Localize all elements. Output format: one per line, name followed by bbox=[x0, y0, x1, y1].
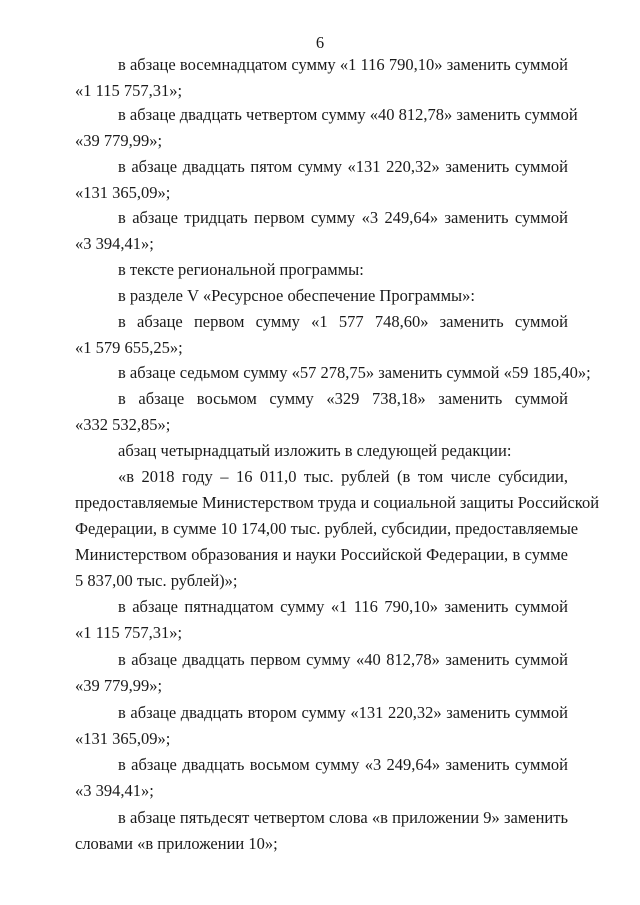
text-line: в абзаце восемнадцатом сумму «1 116 790,10» заменить суммой bbox=[118, 55, 568, 74]
text-line: «131 365,09»; bbox=[75, 183, 171, 202]
text-line: «131 365,09»; bbox=[75, 729, 171, 748]
text-line: «39 779,99»; bbox=[75, 676, 163, 695]
text-line: «1 115 757,31»; bbox=[75, 81, 183, 100]
text-line: предоставляемые Министерством труда и социальной защиты Российской bbox=[75, 493, 600, 512]
text-line: «в 2018 году – 16 011,0 тыс. рублей (в том числе субсидии, bbox=[118, 467, 568, 486]
text-line: «3 394,41»; bbox=[75, 781, 154, 800]
text-line: в тексте региональной программы: bbox=[118, 260, 364, 279]
text-line: в абзаце седьмом сумму «57 278,75» заменить суммой «59 185,40»; bbox=[118, 363, 591, 382]
text-line: «39 779,99»; bbox=[75, 131, 163, 150]
text-line: в абзаце восьмом сумму «329 738,18» заменить суммой bbox=[118, 389, 568, 408]
text-line: абзац четырнадцатый изложить в следующей редакции: bbox=[118, 441, 512, 460]
text-line: «1 579 655,25»; bbox=[75, 338, 183, 357]
text-line: «3 394,41»; bbox=[75, 234, 154, 253]
text-line: в разделе V «Ресурсное обеспечение Программы»: bbox=[118, 286, 475, 305]
text-line: «332 532,85»; bbox=[75, 415, 171, 434]
text-line: словами «в приложении 10»; bbox=[75, 834, 278, 853]
text-line: Федерации, в сумме 10 174,00 тыс. рублей, субсидии, предоставляемые bbox=[75, 519, 579, 538]
text-line: в абзаце первом сумму «1 577 748,60» заменить суммой bbox=[118, 312, 568, 331]
text-line: в абзаце двадцать первом сумму «40 812,78» заменить суммой bbox=[118, 650, 568, 669]
text-line: в абзаце двадцать четвертом сумму «40 812,78» заменить суммой bbox=[118, 105, 578, 124]
text-line: Министерством образования и науки Российской Федерации, в сумме bbox=[75, 545, 568, 564]
text-line: в абзаце пятнадцатом сумму «1 116 790,10» заменить суммой bbox=[118, 597, 568, 616]
text-line: «1 115 757,31»; bbox=[75, 623, 183, 642]
text-line: в абзаце двадцать пятом сумму «131 220,32» заменить суммой bbox=[118, 157, 568, 176]
text-line: в абзаце тридцать первом сумму «3 249,64» заменить суммой bbox=[118, 208, 568, 227]
text-line: в абзаце двадцать восьмом сумму «3 249,64» заменить суммой bbox=[118, 755, 568, 774]
text-line: в абзаце двадцать втором сумму «131 220,32» заменить суммой bbox=[118, 703, 568, 722]
text-line: в абзаце пятьдесят четвертом слова «в приложении 9» заменить bbox=[118, 808, 568, 827]
page-number: 6 bbox=[315, 33, 325, 52]
text-line: 5 837,00 тыс. рублей)»; bbox=[75, 571, 238, 590]
